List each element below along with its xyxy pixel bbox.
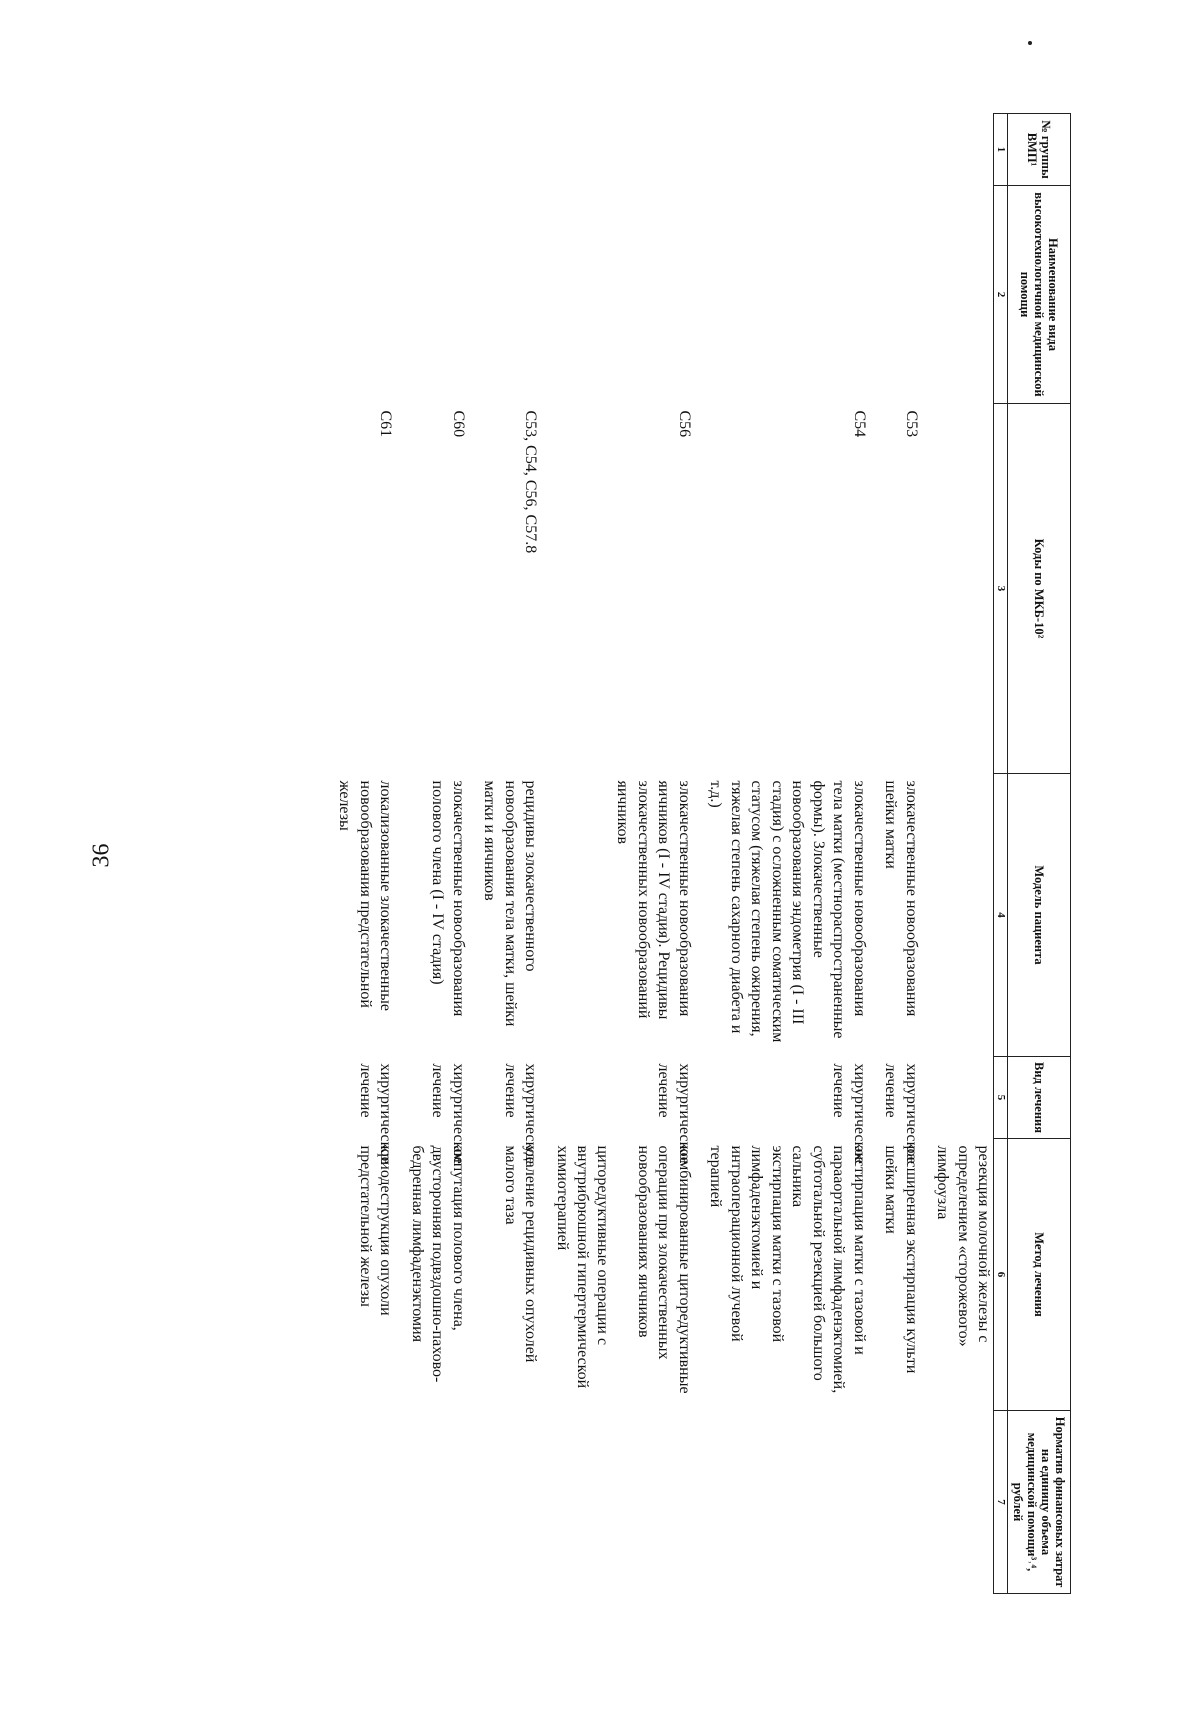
cell-codes: C60 [449, 410, 467, 438]
cell-name [694, 186, 869, 404]
cell-group [395, 114, 467, 186]
column-number: 4 [994, 774, 1008, 1057]
cell-cost [323, 1411, 395, 1594]
cell-codes: C53 [902, 410, 920, 438]
table-row [921, 114, 994, 1594]
method-text: ампутация полового члена, двусторонняя подвздошно-пахово-бедренная лимфаденэктомия [408, 1145, 467, 1383]
table-row [694, 114, 869, 1594]
header-model: Модель пациента [1008, 774, 1071, 1057]
cell-method [869, 1139, 921, 1411]
cell-method [323, 1139, 395, 1411]
header-method: Метод лечения [1008, 1139, 1071, 1411]
cell-model: злокачественные новообразования яичников (I - IV стадия). Рецидивы злокачественных новообразований яичников [614, 780, 693, 1020]
cell-name [869, 186, 921, 404]
header-row [1008, 114, 1071, 1594]
cell-group [540, 114, 694, 186]
column-number: 1 [994, 114, 1008, 186]
column-number: 3 [994, 404, 1008, 774]
cell-method [468, 1139, 540, 1411]
cell-model: злокачественные новообразования полового члена (I - IV стадия) [429, 780, 467, 1017]
method-text: удаление рецидивных опухолей малого таза [501, 1145, 540, 1363]
cell-name [921, 186, 994, 404]
vmp-table [323, 113, 1071, 1594]
cell-name [323, 186, 395, 404]
cell-model: злокачественные новообразования тела матки (местнораспространенные формы). Злокачественные новообразования эндометрия (I - III стадия) с осложненным соматическим статусом (тяжелая степень ожирения, тяжелая степень сахарного диабета и т.д.) [707, 780, 868, 1043]
cell-cost [694, 1411, 869, 1594]
cell-method [540, 1139, 694, 1411]
method-text: комбинированные циторедуктивные операции при злокачественных новообразованиях яичников [634, 1145, 693, 1394]
cell-treatment-type: хирургическое лечение [356, 1063, 395, 1164]
cell-treatment-type: хирургическое лечение [501, 1063, 540, 1164]
cell-name [395, 186, 467, 404]
cell-group [323, 114, 395, 186]
table-row [468, 114, 540, 1594]
header-cost: Норматив финансовых затрат на единицу объема медицинской помощи³˒⁴, рублей [1008, 1411, 1071, 1594]
cell-group [921, 114, 994, 186]
column-number: 2 [994, 186, 1008, 404]
cell-cost [869, 1411, 921, 1594]
cell-cost [468, 1411, 540, 1594]
header-name: Наименование вида высокотехнологичной медицинской помощи [1008, 186, 1071, 404]
cell-model: злокачественные новообразования шейки матки [882, 780, 920, 1017]
page-number: 36 [88, 843, 115, 868]
table-row [540, 114, 694, 1594]
cell-name [540, 186, 694, 404]
column-number-row [994, 114, 1008, 1594]
cell-treatment-type [921, 1057, 994, 1139]
table-row [323, 114, 395, 1594]
cell-group [694, 114, 869, 186]
cell-cost [540, 1411, 694, 1594]
cell-treatment-type: хирургическое лечение [830, 1063, 868, 1164]
cell-model [921, 774, 994, 1057]
cell-codes [921, 404, 994, 774]
cell-method [921, 1139, 994, 1411]
method-text: экстирпация матки с тазовой и парааортальной лимфаденэктомией, субтотальной резекцией большого сальника [789, 1145, 868, 1394]
cell-treatment-type: хирургическое лечение [882, 1063, 920, 1164]
cell-treatment-type: хирургическое лечение [429, 1063, 467, 1164]
method-text: криодеструкция опухоли предстательной железы [356, 1145, 395, 1316]
column-number: 5 [994, 1057, 1008, 1139]
column-number: 7 [994, 1411, 1008, 1594]
method-text: экстирпация матки с тазовой лимфаденэктомией и интраоперационной лучевой терапией [707, 1145, 786, 1343]
header-treatment-type: Вид лечения [1008, 1057, 1071, 1139]
cell-group [468, 114, 540, 186]
cell-method [395, 1139, 467, 1411]
cell-codes: C54 [850, 410, 868, 438]
header-group: № группы ВМП¹ [1008, 114, 1071, 186]
rotated-table-container [126, 113, 1071, 1593]
cell-group [869, 114, 921, 186]
cell-codes: C53, C54, C56, C57.8 [522, 410, 540, 554]
cell-model: рецидивы злокачественного новообразования тела матки, шейки матки и яичников [481, 780, 540, 1027]
cell-cost [395, 1411, 467, 1594]
method-text: циторедуктивные операции с внутрибрюшной гипертермической химиотерапией [553, 1145, 612, 1389]
cell-cost [921, 1411, 994, 1594]
method-text: расширенная экстирпация культи шейки матки [882, 1145, 920, 1374]
cell-model: локализованные злокачественные новообразования предстательной железы [336, 780, 395, 1011]
table-row [395, 114, 467, 1594]
cell-method [694, 1139, 869, 1411]
header-codes: Коды по МКБ-10² [1008, 404, 1071, 774]
cell-codes: C61 [377, 410, 395, 438]
scan-speck [1028, 41, 1032, 45]
cell-codes: C56 [675, 410, 693, 438]
cell-name [468, 186, 540, 404]
method-text: резекция молочной железы с определением «сторожевого» лимфоузла [934, 1145, 992, 1347]
cell-treatment-type: хирургическое лечение [655, 1063, 693, 1164]
table-row [869, 114, 921, 1594]
column-number: 6 [994, 1139, 1008, 1411]
